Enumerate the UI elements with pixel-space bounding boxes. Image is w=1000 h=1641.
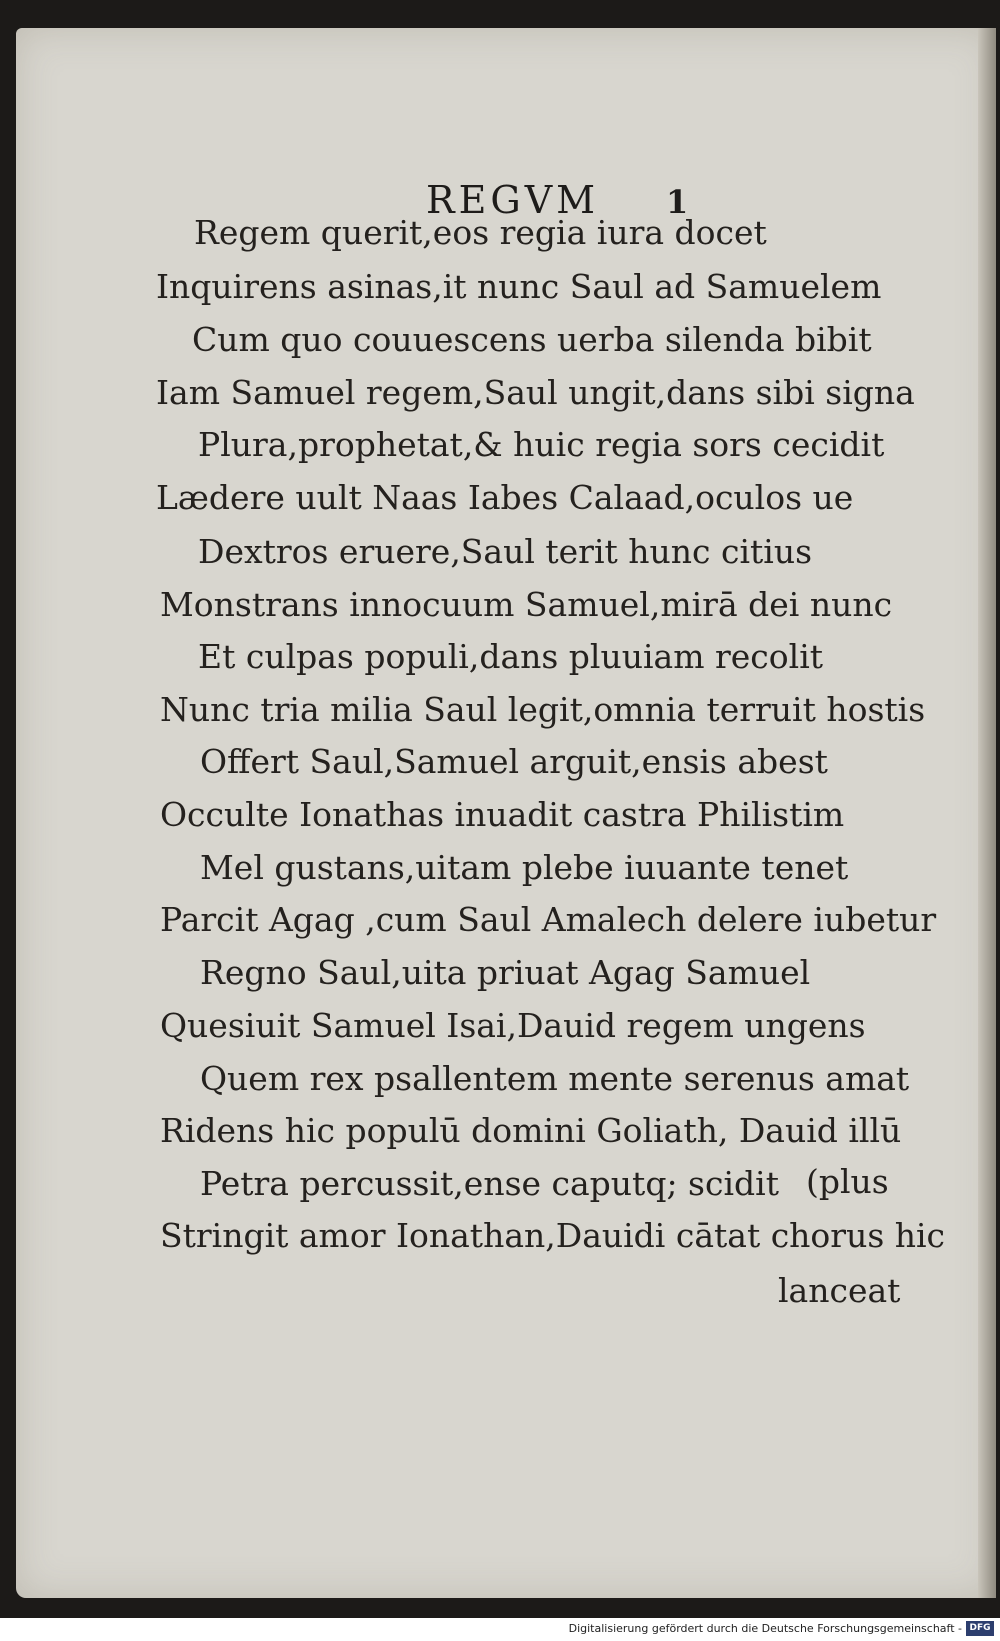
verse-line-7: Dextros eruere,Saul terit hunc citius	[198, 532, 813, 571]
verse-line-2: Inquirens asinas,it nunc Saul ad Samuelem	[156, 267, 882, 306]
running-header: REGVM	[426, 178, 600, 222]
verse-line-18: Ridens hic populū domini Goliath, Dauid illū	[160, 1111, 902, 1150]
folio-number: 1	[666, 183, 689, 221]
verse-line-12: Occulte Ionathas inuadit castra Philistim	[160, 795, 845, 834]
footer-bar	[0, 1618, 1000, 1641]
digitization-credit: Digitalisierung gefördert durch die Deutsche Forschungsgemeinschaft -	[568, 1622, 962, 1635]
verse-line-3: Cum quo couuescens uerba silenda bibit	[192, 320, 872, 359]
verse-line-1: Regem querit,eos regia iura docet	[194, 213, 767, 252]
verse-line-13: Mel gustans,uitam plebe iuuante tenet	[200, 848, 849, 887]
verse-line-17: Quem rex psallentem mente serenus amat	[200, 1059, 910, 1098]
verse-line-10: Nunc tria milia Saul legit,omnia terruit hostis	[160, 690, 926, 729]
verse-line-5: Plura,prophetat,& huic regia sors cecidit	[198, 425, 885, 464]
verse-line-20: Stringit amor Ionathan,Dauidi cātat chorus hic	[160, 1216, 946, 1255]
verse-line-8: Monstrans innocuum Samuel,mirā dei nunc	[160, 585, 893, 624]
verse-line-16: Quesiuit Samuel Isai,Dauid regem ungens	[160, 1006, 866, 1045]
verse-line-11: Offert Saul,Samuel arguit,ensis abest	[200, 742, 828, 781]
verse-line-6: Lædere uult Naas Iabes Calaad,oculos ue	[156, 478, 854, 517]
verse-line-19: Petra percussit,ense caputq; scidit	[200, 1164, 779, 1203]
verse-line-14: Parcit Agag ,cum Saul Amalech delere iubetur	[160, 900, 937, 939]
book-page	[16, 28, 996, 1598]
page-edge	[978, 28, 996, 1598]
verse-line-4: Iam Samuel regem,Saul ungit,dans sibi signa	[156, 373, 915, 412]
verse-line-9: Et culpas populi,dans pluuiam recolit	[198, 637, 824, 676]
overflow-fragment: (plus	[806, 1162, 889, 1201]
verse-line-15: Regno Saul,uita priuat Agag Samuel	[200, 953, 811, 992]
dfg-logo: DFG	[966, 1621, 994, 1636]
catchword: lanceat	[778, 1271, 901, 1310]
